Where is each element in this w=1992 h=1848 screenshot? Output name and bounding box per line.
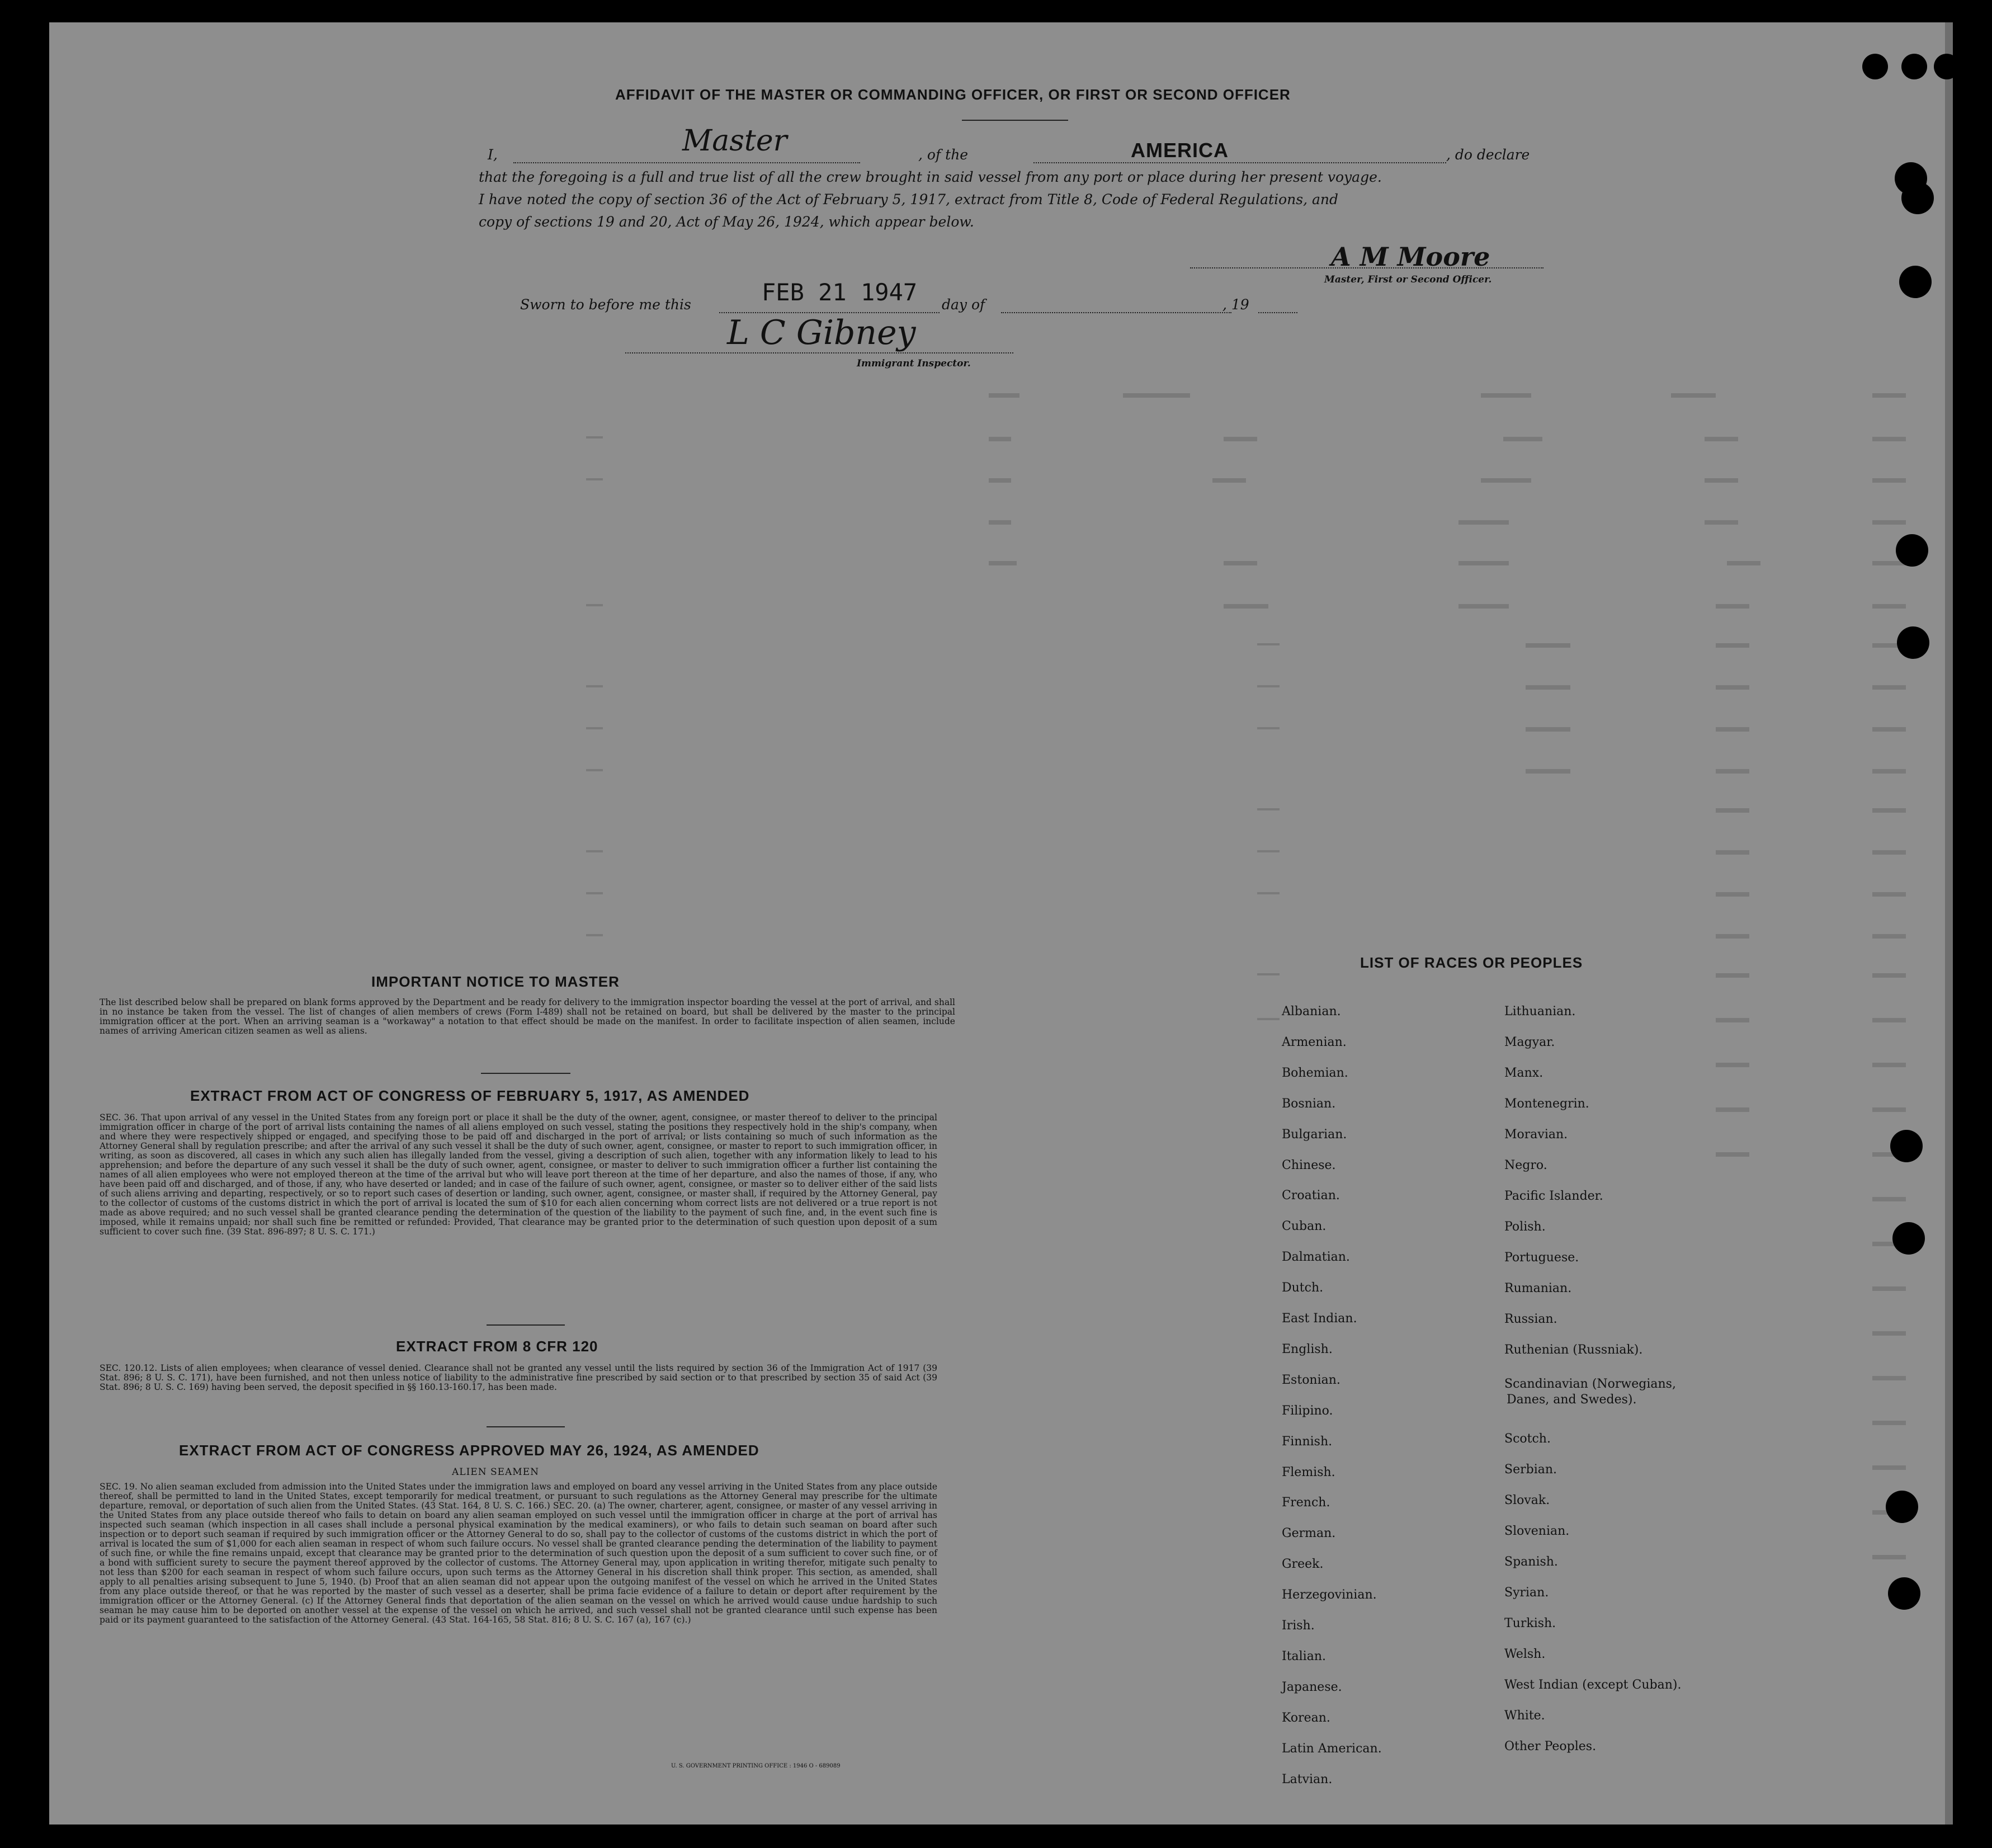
punch-hole [1862, 54, 1888, 79]
punch-hole [1901, 54, 1927, 79]
notice-text: The list described below shall be prepared on blank forms approved by the Department and be ready for delivery to the immigration inspector boarding the vessel at the port of arrival, and shall in no instance be taken from the vessel. The list of changes of alien members of crews (Form I-489) shall not be retained on board, but shall be delivered by the master to the principal immigration officer at the port. When an arriving seaman is a "workaway" a notation to that effect should be made on the manifest. In order to facilitate inspection of alien seamen, include names of arriving American citizen seamen as well as aliens. [100, 997, 955, 1036]
race-item: Montenegrin. [1504, 1097, 1589, 1111]
affidavit-line2: that the foregoing is a full and true list of all the crew brought in said vessel from any port or place during her present voyage. [479, 169, 1382, 185]
race-item: Irish. [1282, 1619, 1315, 1633]
extract-cfr-title: EXTRACT FROM 8 CFR 120 [396, 1338, 598, 1355]
race-item: Scotch. [1504, 1432, 1551, 1446]
race-item: Bohemian. [1282, 1066, 1348, 1080]
divider [962, 120, 1068, 121]
sworn-label: Sworn to before me this [520, 296, 691, 313]
vessel-line [1033, 162, 1446, 163]
punch-hole [1901, 182, 1934, 214]
divider [487, 1426, 565, 1427]
race-item: Filipino. [1282, 1403, 1333, 1418]
race-item: Ruthenian (Russniak). [1504, 1343, 1643, 1357]
officer-signature: A M Moore [1331, 242, 1490, 272]
race-item: Syrian. [1504, 1586, 1549, 1600]
divider [487, 1324, 565, 1326]
race-item: German. [1282, 1526, 1336, 1541]
extract-1917-text: SEC. 36. That upon arrival of any vessel in the United States from any foreign port or place it shall be the duty of the owner, agent, consignee, or master thereof to deliver to the principal immigration officer in charge of the port of arrival lists containing the names of all aliens employed on such vessel, stating the positions they respectively hold in the ship's company, when and where they were respectively shipped or engaged, and specifying those to be paid off and discharged in the port of arrival; or lists containing so much of such information as the Attorney General shall by regulation prescribe; and after the arrival of any such vessel it shall be the duty of such owner, agent, consignee, or master to report to such immigration officer, in writing, as soon as discovered, all cases in which any such alien has illegally landed from the vessel, giving a description of such alien, together with any information likely to lead to his apprehension; and before the departure of any such vessel it shall be the duty of such owner, agent, consignee, or master to deliver to such immigration officer a further list containing the names of all alien employees who were not employed thereon at the time of the arrival but who will leave port thereon at the time of her departure, and also the names of those, if any, who have been paid off and discharged, and of those, if any, who have deserted or landed; and in case of the failure of such owner, agent, consignee, or master so to deliver either of the said lists of such aliens arriving and departing, respectively, or so to report such cases of desertion or landing, such owner, agent, consignee, or master shall, if required by the Attorney General, pay to the collector of customs of the customs district in which the port of arrival is located the sum of $10 for each alien concerning whom correct lists are not delivered or a true report is not made as above required; and no such vessel shall be granted clearance pending the determination of the question of the liability to the payment of such fine, and, in the event such fine is imposed, while it remains unpaid; nor shall such fine be remitted or refunded: Provided, That clearance may be granted prior to the determination of such question upon deposit of a sum sufficient to cover such fine. (39 Stat. 896-897; 8 U. S. C. 171.) [100, 1112, 937, 1237]
race-item: White. [1504, 1709, 1545, 1723]
punch-hole [1897, 626, 1929, 659]
divider [481, 1073, 570, 1074]
punch-hole [1934, 54, 1960, 79]
race-item: Welsh. [1504, 1647, 1546, 1661]
race-item: Chinese. [1282, 1158, 1336, 1172]
race-item: Slovak. [1504, 1493, 1550, 1507]
race-item: Other Peoples. [1504, 1739, 1597, 1753]
day-of-label: day of [942, 296, 985, 313]
race-item: Serbian. [1504, 1463, 1557, 1477]
race-item: Latvian. [1282, 1772, 1333, 1786]
vessel-name: AMERICA [1131, 139, 1229, 162]
race-item: Rumanian. [1504, 1281, 1572, 1295]
race-item: Slovenian. [1504, 1524, 1570, 1538]
affidavit-line3: I have noted the copy of section 36 of the Act of February 5, 1917, extract from Title 8, Code of Federal Regulations, and [479, 191, 1338, 208]
race-item: Negro. [1504, 1158, 1547, 1172]
race-item: Cuban. [1282, 1219, 1327, 1234]
punch-hole [1892, 1222, 1925, 1255]
inspector-signature: L C Gibney [727, 313, 916, 352]
page-edge [1945, 22, 1953, 1825]
master-handwriting: Master [682, 124, 787, 158]
race-item: Polish. [1504, 1220, 1546, 1234]
race-item: Bulgarian. [1282, 1127, 1347, 1142]
race-item: Croatian. [1282, 1189, 1340, 1203]
race-item: Korean. [1282, 1710, 1330, 1725]
i-label: I, [488, 147, 498, 163]
punch-hole [1896, 534, 1928, 567]
punch-hole [1886, 1491, 1918, 1523]
race-item: Spanish. [1504, 1555, 1558, 1569]
name-line [513, 162, 860, 163]
race-item: Lithuanian. [1504, 1005, 1576, 1019]
race-item: Russian. [1504, 1312, 1557, 1326]
punch-hole [1888, 1577, 1920, 1610]
race-item: French. [1282, 1496, 1330, 1510]
extract-1924-text: SEC. 19. No alien seaman excluded from admission into the United States under the immigration laws and employed on board any vessel arriving in the United States from any place outside thereof, shall be permitted to land in the United States, except temporarily for medical treatment, or pursuant to such regulations as the Attorney General may prescribe for the ultimate departure, removal, or deportation of such alien from the United States. (43 Stat. 164, 8 U. S. C. 166.) SEC. 20. (a) The owner, charterer, agent, consignee, or master of any vessel arriving in the United States from any place outside thereof who fails to detain on board any alien seaman employed on such vessel until the immigration officer in charge at the port of arrival has inspected such seaman (which inspection in all cases shall include a personal physical examination by the medical examiners), or who fails to detain such seaman on board after such inspection or to deport such seaman if required by such immigration officer or the Attorney General to do so, shall pay to the collector of customs of the customs district in which the port of arrival is located the sum of $1,000 for each alien seaman in respect of whom such failure occurs. No vessel shall be granted clearance pending the determination of the liability to payment of such fine, or while the fine remains unpaid, except that clearance may be granted prior to the determination of such question upon the deposit of a sum sufficient to cover such fine, or of a bond with sufficient surety to secure the payment thereof approved by the collector of customs. The Attorney General may, upon application in writing therefor, mitigate such penalty to not less than $200 for each seaman in respect of whom such failure occurs, upon such terms as the Attorney General in his discretion shall think proper. This section, as amended, shall apply to all penalties arising subsequent to June 5, 1940. (b) Proof that an alien seaman did not appear upon the outgoing manifest of the vessel on which he arrived in the United States from any place outside thereof, or that he was reported by the master of such vessel as a deserter, shall be prima facie evidence of a failure to detain or deport after requirement by the immigration officer or the Attorney General. (c) If the Attorney General finds that deportation of the alien seaman on the vessel on which he arrived would cause undue hardship to such seaman he may cause him to be deported on another vessel at the expense of the vessel on which he arrived, and such vessel shall not be granted clearance until such expense has been paid or its payment guaranteed to the satisfaction of the Attorney General. (43 Stat. 164-165, 58 Stat. 816; 8 U. S. C. 167 (a), 167 (c).) [100, 1482, 937, 1625]
race-item: Latin American. [1282, 1741, 1382, 1756]
of-the-label: , of the [918, 147, 969, 163]
notice-title: IMPORTANT NOTICE TO MASTER [371, 973, 620, 990]
punch-hole [1890, 1130, 1923, 1162]
race-item: Portuguese. [1504, 1251, 1579, 1265]
race-item: Bosnian. [1282, 1096, 1336, 1111]
race-item: Magyar. [1504, 1035, 1555, 1049]
race-item: Armenian. [1282, 1035, 1347, 1049]
race-item: Dutch. [1282, 1281, 1324, 1295]
extract-1917-title: EXTRACT FROM ACT OF CONGRESS OF FEBRUARY 5, 1917, AS AMENDED [190, 1087, 750, 1104]
race-item: Dalmatian. [1282, 1250, 1350, 1265]
race-item: English. [1282, 1342, 1333, 1356]
race-item: Italian. [1282, 1649, 1326, 1663]
race-item: Manx. [1504, 1066, 1543, 1080]
year-label: , 19 [1222, 296, 1249, 313]
affidavit-title: AFFIDAVIT OF THE MASTER OR COMMANDING OFFICER, OR FIRST OR SECOND OFFICER [615, 86, 1291, 103]
affidavit-line4: copy of sections 19 and 20, Act of May 26, 1924, which appear below. [479, 214, 974, 230]
race-item: Finnish. [1282, 1434, 1333, 1449]
sworn-date-stamp: FEB 21 1947 [762, 279, 918, 306]
race-item: Scandinavian (Norwegians, [1504, 1377, 1676, 1391]
race-item: Japanese. [1282, 1680, 1342, 1694]
race-item: Estonian. [1282, 1373, 1340, 1387]
race-item: Greek. [1282, 1557, 1324, 1572]
race-item: Albanian. [1282, 1005, 1341, 1019]
extract-1924-subtitle: ALIEN SEAMEN [452, 1467, 539, 1478]
inspector-caption: Immigrant Inspector. [857, 358, 971, 369]
extract-1924-title: EXTRACT FROM ACT OF CONGRESS APPROVED MAY 26, 1924, AS AMENDED [179, 1442, 759, 1459]
race-item: West Indian (except Cuban). [1504, 1678, 1682, 1692]
punch-hole [1899, 266, 1932, 298]
month-line [1001, 312, 1231, 313]
races-title: LIST OF RACES OR PEOPLES [1360, 954, 1583, 971]
race-item: Moravian. [1504, 1128, 1568, 1142]
do-declare-label: , do declare [1446, 147, 1530, 163]
race-item: Pacific Islander. [1504, 1189, 1603, 1203]
race-item: Herzegovinian. [1282, 1588, 1377, 1602]
inspector-signature-line [625, 352, 1013, 353]
race-item: Danes, and Swedes). [1507, 1393, 1637, 1407]
race-item: Turkish. [1504, 1616, 1556, 1630]
race-item: Flemish. [1282, 1465, 1335, 1479]
officer-caption: Master, First or Second Officer. [1324, 274, 1492, 285]
year-line [1258, 312, 1297, 313]
extract-cfr-text: SEC. 120.12. Lists of alien employees; when clearance of vessel denied. Clearance shall not be granted any vessel until the lists required by section 36 of the Immigration Act of 1917 (39 Stat. 896; 8 U. S. C. 171), have been furnished, and not then unless notice of liability to the administrative fine prescribed by said section or to that prescribed by section 35 of said Act (39 Stat. 896; 8 U. S. C. 169) having been served, the deposit specified in §§ 160.13-160.17, has been made. [100, 1363, 937, 1392]
race-item: East Indian. [1282, 1312, 1357, 1326]
printer-footer: U. S. GOVERNMENT PRINTING OFFICE : 1946 O - 689089 [671, 1763, 841, 1769]
